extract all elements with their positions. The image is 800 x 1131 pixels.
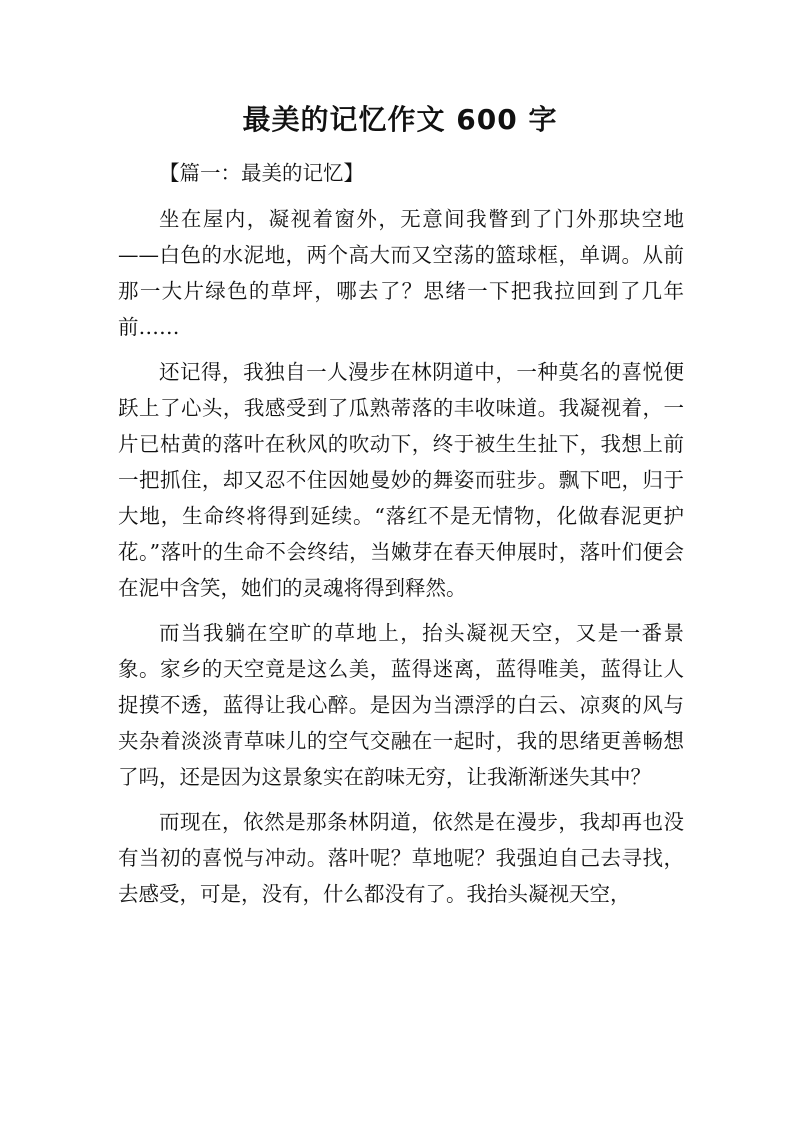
paragraph-4: 而现在，依然是那条林阴道，依然是在漫步，我却再也没有当初的喜悦与冲动。落叶呢？草地呢？我强迫自己去寻找，去感受，可是，没有，什么都没有了。我抬头凝视天空， <box>118 810 684 906</box>
paragraph-2: 还记得，我独自一人漫步在林阴道中，一种莫名的喜悦便跃上了心头，我感受到了瓜熟蒂落的丰收味道。我凝视着，一片已枯黄的落叶在秋风的吹动下，终于被生生扯下，我想上前一把抓住，却又忍不住因她曼妙的舞姿而驻步。飘下吧，归于大地，生命终将得到延续。“落红不是无情物，化做春泥更护花。”落叶的生命不会终结，当嫩芽在春天伸展时，落叶们便会在泥中含笑，她们的灵魂将得到释然。 <box>118 360 684 600</box>
paragraph-3: 而当我躺在空旷的草地上，抬头凝视天空，又是一番景象。家乡的天空竟是这么美，蓝得迷离，蓝得唯美，蓝得让人捉摸不透，蓝得让我心醉。是因为当漂浮的白云、凉爽的风与夹杂着淡淡青草味儿的空气交融在一起时，我的思绪更善畅想了吗，还是因为这景象实在韵味无穷，让我渐渐迷失其中？ <box>118 621 684 789</box>
paragraph-1: 坐在屋内，凝视着窗外，无意间我瞥到了门外那块空地——白色的水泥地，两个高大而又空荡的篮球框，单调。从前那一大片绿色的草坪，哪去了？思绪一下把我拉回到了几年前…… <box>118 207 684 339</box>
section-heading: 【篇一：最美的记忆】 <box>159 161 364 185</box>
document-title: 最美的记忆作文 600 字 <box>242 103 558 136</box>
document-body <box>118 155 684 921</box>
